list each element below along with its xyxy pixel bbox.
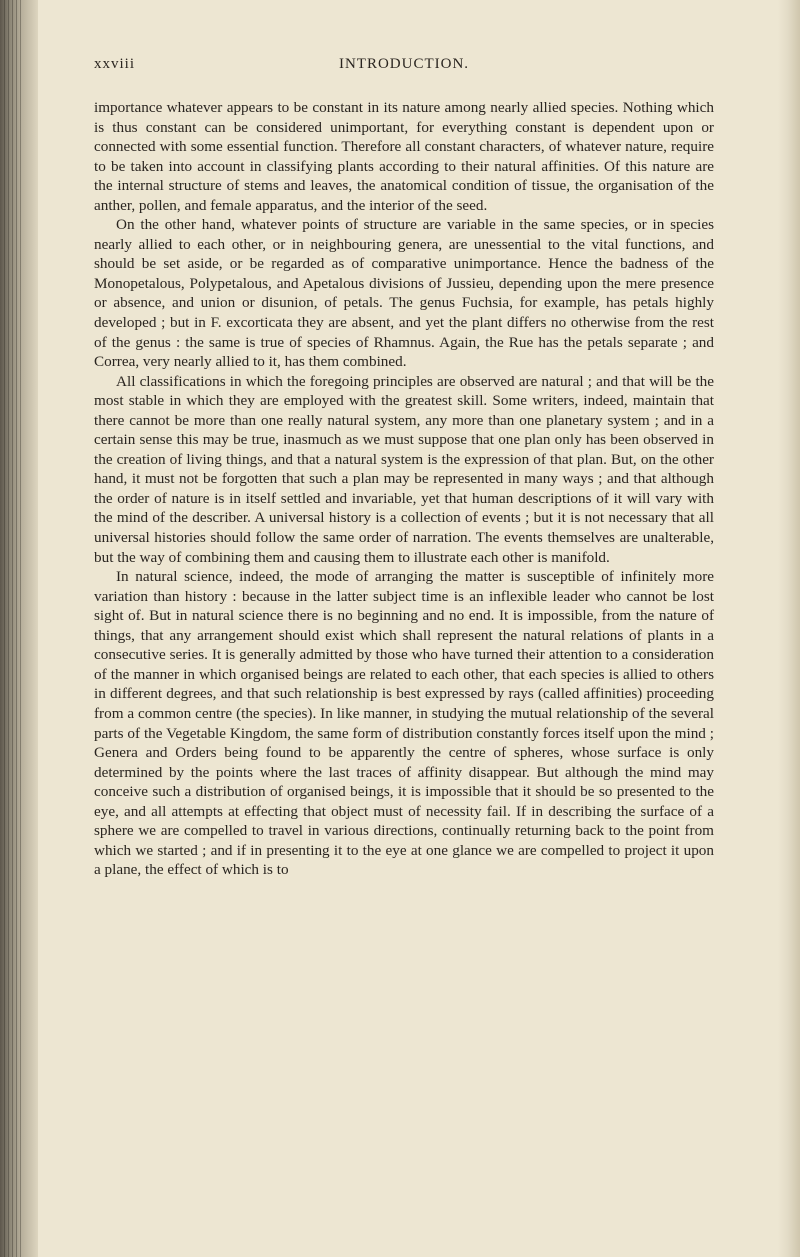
running-title: INTRODUCTION.	[338, 56, 470, 72]
paragraph-natural-classifications: All classifications in which the foregoing principles are observed are natural ; and that will be the most stable in which they are employed with the greatest skill. Some writers, indeed, maintain that there cannot be more than one really natural system, any more than one planetary system ; and in a certain sense this may be true, inasmuch as we must suppose that one plan only has been observed in the creation of living things, and that a natural system is the expression of that plan. But, on the other hand, it must not be forgotten that such a plan may be represented in many ways ; and that although the order of nature is in itself settled and invariable, yet that human descriptions of it will vary with the mind of the describer. A universal history is a collection of events ; but it is not necessary that all universal histories should follow the same order of narration. The events themselves are unalterable, but the way of combining them and causing them to illustrate each other is manifold.	[94, 372, 714, 566]
paragraph-variable-characters: On the other hand, whatever points of structure are variable in the same species, or in species nearly allied to each other, or in neighbouring genera, are unessential to the vital functions, and should be set aside, or be regarded as of comparative unimportance. Hence the badness of the Monopetalous, Polypetalous, and Apetalous divisions of Jussieu, depending upon the mere presence or absence, and union or disunion, of petals. The genus Fuchsia, for example, has petals highly developed ; but in F. excorticata they are absent, and yet the plant differs no otherwise from the rest of the genus : the same is true of species of Rhamnus. Again, the Rue has the petals separate ; and Correa, very nearly allied to it, has them combined.	[94, 216, 714, 371]
paragraph-continuation: importance whatever appears to be constant in its nature among nearly allied species. Nothing which is thus constant can be considered unimportant, for everything constant is dependent upon or connected with some essential function. Therefore all constant characters, of whatever nature, require to be taken into account in classifying plants according to their natural affinities. Of this nature are the internal structure of stems and leaves, the anatomical condition of tissue, the organisation of the anther, pollen, and female apparatus, and the interior of the seed.	[94, 99, 714, 214]
paragraph-natural-science: In natural science, indeed, the mode of arranging the matter is susceptible of infinitely more variation than history : because in the latter subject time is an inflexible leader who cannot be lost sight of. But in natural science there is no beginning and no end. It is impossible, from the nature of things, that any arrangement should exist which shall represent the natural relations of plants in a consecutive series. It is generally admitted by those who have turned their attention to a consideration of the manner in which organised beings are related to each other, that each species is allied to others in different degrees, and that such relationship is best expressed by rays (called affinities) proceeding from a common centre (the species). In like manner, in studying the mutual relationship of the several parts of the Vegetable Kingdom, the same form of distribution constantly forces itself upon the mind ; Genera and Orders being found to be apparently the centre of spheres, whose surface is only determined by the points where the last traces of affinity disappear. But although the mind may conceive such a distribution of organised beings, it is impossible that it should be so presented to the eye, and all attempts at effecting that object must of necessity fail. If in describing the surface of a sphere we are compelled to travel in various directions, continually returning back to the point from which we started ; and if in presenting it to the eye at one glance we are compelled to project it upon a plane, the effect of which is to	[94, 568, 714, 879]
running-header	[94, 56, 714, 78]
book-gutter-left	[0, 0, 38, 1257]
body-text	[94, 98, 714, 880]
page-edge-right	[778, 0, 800, 1257]
page-number: xxviii	[94, 56, 136, 72]
book-page	[94, 56, 714, 880]
